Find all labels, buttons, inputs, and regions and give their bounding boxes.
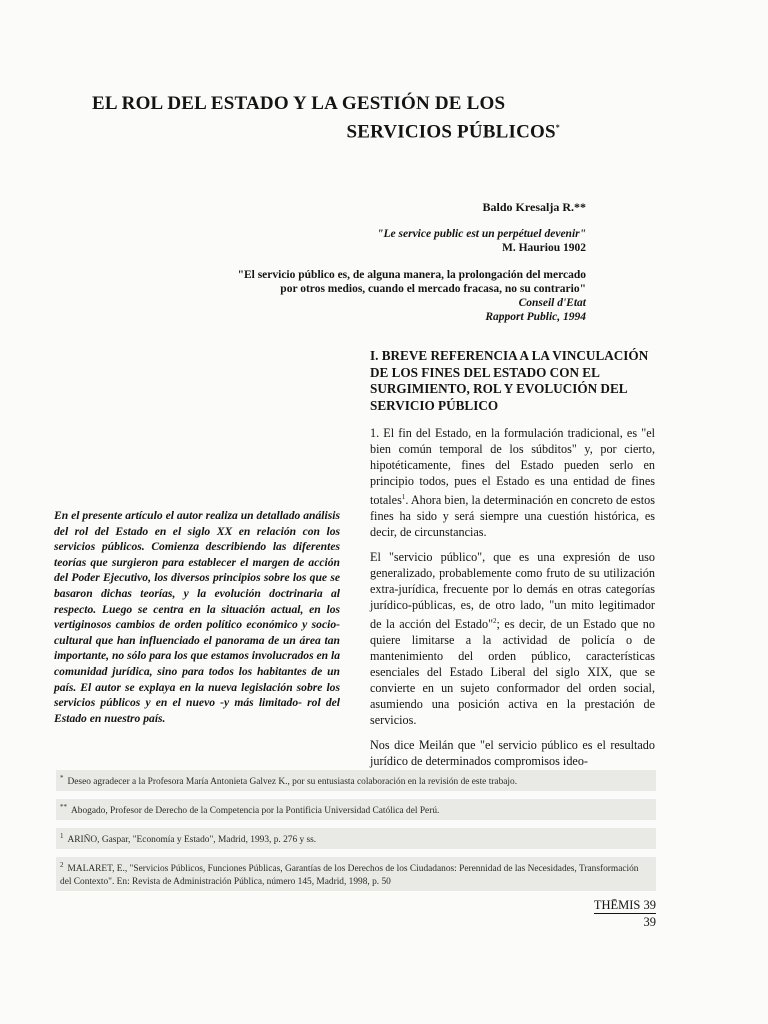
footnote-mark: ** [60, 803, 67, 812]
footnote-text: Deseo agradecer a la Profesora María Antonieta Galvez K., por su entusiasta colaboración en la revisión de este trabajo. [67, 777, 518, 788]
article-title [92, 92, 560, 144]
footnote-item [56, 857, 656, 890]
epigraph-hauriou [377, 227, 586, 255]
paragraph-1-text-b: . Ahora bien, la determinación en concreto de estos fines ha sido y será siempre una cuestión histórica, es decir, de circunstancias. [370, 492, 655, 539]
epigraph-source-line-1: Conseil d'Etat [518, 297, 586, 309]
paragraph-3: Nos dice Meilán que "el servicio público es el resultado jurídico de determinados compromisos ideo- [370, 738, 655, 769]
footnote-text: Abogado, Profesor de Derecho de la Competencia por la Pontificia Universidad Católica del Perú. [71, 806, 440, 817]
footnote-ref-1: 1 [401, 492, 406, 501]
footnote-mark: 2 [60, 861, 64, 870]
epigraph-quote-line-1: "El servicio público es, de alguna manera, la prolongación del mercado [237, 269, 586, 281]
page-number: 39 [643, 915, 656, 929]
footnote-item [56, 828, 656, 849]
page-folio [594, 898, 656, 929]
paragraph-1-text-a: 1. El fin del Estado, en la formulación tradicional, es "el bien común temporal de los súbditos" y, por cierto, hipotéticamente, fines del Estado pueden serlo en principio todos, pues el Estado es una entidad de fines totales [370, 426, 655, 507]
journal-name: THĒMIS 39 [593, 898, 656, 912]
body-column [370, 348, 655, 780]
title-line-1: EL ROL DEL ESTADO Y LA GESTIÓN DE LOS [92, 93, 506, 114]
title-footnote-mark: * [555, 123, 560, 132]
footnote-mark: * [60, 774, 64, 782]
epigraph-conseil-detat [166, 268, 586, 324]
abstract: En el presente artículo el autor realiza un detallado análisis del rol del Estado en el siglo XX en relación con los servicios públicos. Comienza describiendo las diferentes teorías que surgieron para establecer el margen de acción del Poder Ejecutivo, los diversos principios sobre los que se basaron dichas teorías, y la evolución doctrinaria al respecto. Luego se centra en la situación actual, en los vertiginosos cambios de orden político económico y socio-cultural que han influenciado el panorama de un área tan importante, no sólo para los que estamos involucrados en la comunidad jurídica, sino para todos los habitantes de un país. El autor se explaya en la nueva legislación sobre los servicios públicos y en el nuevo -y más limitado- rol del Estado en nuestro país. [54, 509, 341, 725]
paragraph-2-text-a: El "servicio público", que es una expresión de uso generalizado, probablemente como fruto de su utilización extra-jurídica, frecuente por lo demás en otras categorías jurídico-públicas, es, de otro lado, "un mito legitimador de la acción del Estado" [370, 550, 655, 632]
section-heading: I. BREVE REFERENCIA A LA VINCULACIÓN DE LOS FINES DEL ESTADO CON EL SURGIMIENTO, ROL Y EVOLUCIÓN DEL SERVICIO PÚBLICO [370, 348, 649, 413]
epigraph-source: M. Hauriou 1902 [501, 242, 586, 254]
footnote-text: MALARET, E., "Servicios Públicos, Funciones Públicas, Garantías de los Derechos de los Ciudadanos: Perennidad de las Necesidades, Transformación del Contexto". En: Revista de Administración Pública, número 145, Madrid, 1998, p. 50 [60, 864, 639, 887]
footnotes [56, 770, 656, 899]
paragraph-2 [370, 550, 655, 728]
paragraph-1 [370, 426, 655, 540]
footnote-item [56, 770, 656, 791]
footnote-item [56, 799, 656, 820]
epigraph-source-line-2: Rapport Public, 1994 [485, 311, 586, 323]
footnote-ref-2: 2 [493, 617, 497, 626]
epigraph-quote-line-2: por otros medios, cuando el mercado fracasa, no su contrario" [280, 283, 586, 295]
author-name: Baldo Kresalja R.** [482, 200, 586, 214]
footnote-text: ARIÑO, Gaspar, "Economía y Estado", Madrid, 1993, p. 276 y ss. [67, 835, 317, 846]
epigraph-quote: "Le service public est un perpétuel devenir" [377, 228, 586, 240]
title-line-2-text: SERVICIOS PÚBLICOS [346, 121, 556, 143]
paragraph-2-text-b: ; es decir, de un Estado que no quiere limitarse a la actividad de policía o de mantenimiento del orden público, características esenciales del Estado Liberal del siglo XIX, que se convierte en un sujeto conformador del orden social, asumiendo una posición activa en la prestación de servicios. [370, 617, 655, 727]
footnote-mark: 1 [60, 832, 64, 841]
title-line-2 [92, 116, 560, 144]
